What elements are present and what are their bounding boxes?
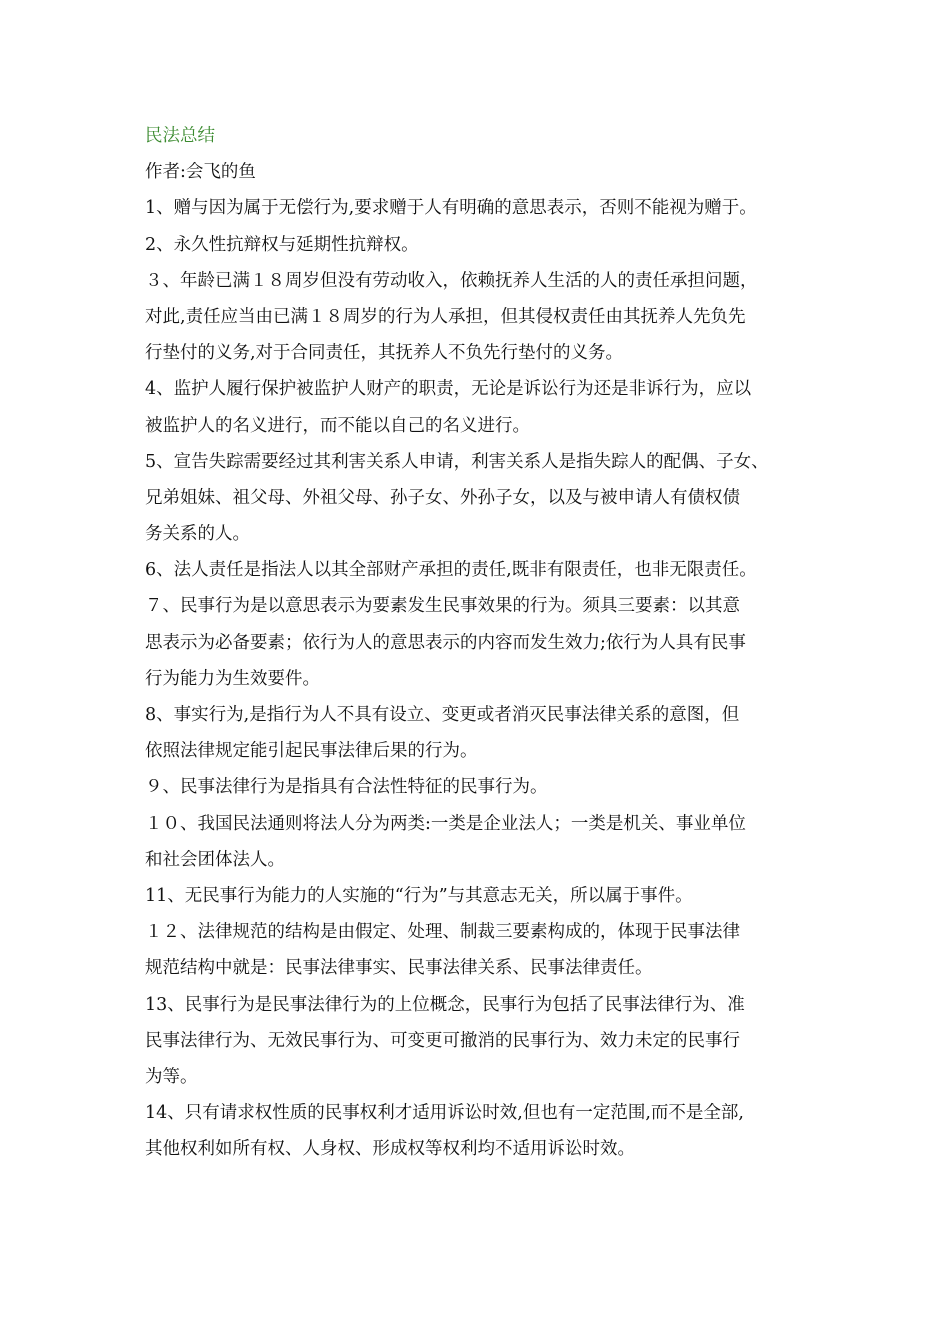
text-line: １０、我国民法通则将法人分为两类:一类是企业法人；一类是机关、事业单位	[145, 813, 746, 834]
text-line: 为等。	[145, 1066, 198, 1087]
text-line: 和社会团体法人。	[145, 849, 285, 870]
document-title: 民法总结	[145, 126, 215, 146]
text-line: 14、只有请求权性质的民事权利才适用诉讼时效,但也有一定范围,而不是全部,	[145, 1103, 744, 1124]
text-line: ９、民事法律行为是指具有合法性特征的民事行为。	[145, 777, 548, 798]
text-line: 依照法律规定能引起民事法律后果的行为。	[145, 741, 478, 762]
text-line: 13、民事行为是民事法律行为的上位概念，民事行为包括了民事法律行为、准	[145, 994, 745, 1015]
text-line: 其他权利如所有权、人身权、形成权等权利均不适用诉讼时效。	[145, 1139, 635, 1160]
text-line: 8、事实行为,是指行为人不具有设立、变更或者消灭民事法律关系的意图，但	[145, 705, 740, 725]
text-line: 对此,责任应当由已满１８周岁的行为人承担，但其侵权责任由其抚养人先负先	[145, 306, 746, 327]
text-line: ３、年龄已满１８周岁但没有劳动收入，依赖抚养人生活的人的责任承担问题，	[145, 270, 758, 291]
text-line: 1、赠与因为属于无偿行为,要求赠于人有明确的意思表示，否则不能视为赠于。	[145, 198, 757, 219]
text-line: 思表示为必备要素；依行为人的意思表示的内容而发生效力;依行为人具有民事	[145, 632, 746, 653]
text-line: 被监护人的名义进行，而不能以自己的名义进行。	[145, 415, 530, 436]
text-line: 行垫付的义务,对于合同责任，其抚养人不负先行垫付的义务。	[145, 343, 624, 364]
document-body	[145, 190, 815, 1167]
text-line: ７、民事行为是以意思表示为要素发生民事效果的行为。须具三要素：以其意	[145, 596, 740, 617]
text-line: 兄弟姐妹、祖父母、外祖父母、孙子女、外孙子女，以及与被申请人有债权债	[145, 487, 740, 508]
text-line: 4、监护人履行保护被监护人财产的职责，无论是诉讼行为还是非诉行为，应以	[145, 379, 752, 400]
text-line: 11、无民事行为能力的人实施的“行为”与其意志无关，所以属于事件。	[145, 885, 693, 906]
text-line: 行为能力为生效要件。	[145, 668, 320, 689]
text-line: １２、法律规范的结构是由假定、处理、制裁三要素构成的，体现于民事法律	[145, 922, 740, 943]
text-line: 务关系的人。	[145, 524, 250, 545]
document-author: 作者:会飞的鱼	[145, 162, 256, 183]
text-line: 5、宣告失踪需要经过其利害关系人申请，利害关系人是指失踪人的配偶、子女、	[145, 451, 769, 472]
text-line: 民事法律行为、无效民事行为、可变更可撤消的民事行为、效力未定的民事行	[145, 1030, 740, 1051]
text-line: 规范结构中就是：民事法律事实、民事法律关系、民事法律责任。	[145, 958, 653, 979]
text-line: 6、法人责任是指法人以其全部财产承担的责任,既非有限责任，也非无限责任。	[145, 560, 757, 581]
text-line: 2、永久性抗辩权与延期性抗辩权。	[145, 234, 419, 255]
document-page	[145, 118, 815, 1167]
